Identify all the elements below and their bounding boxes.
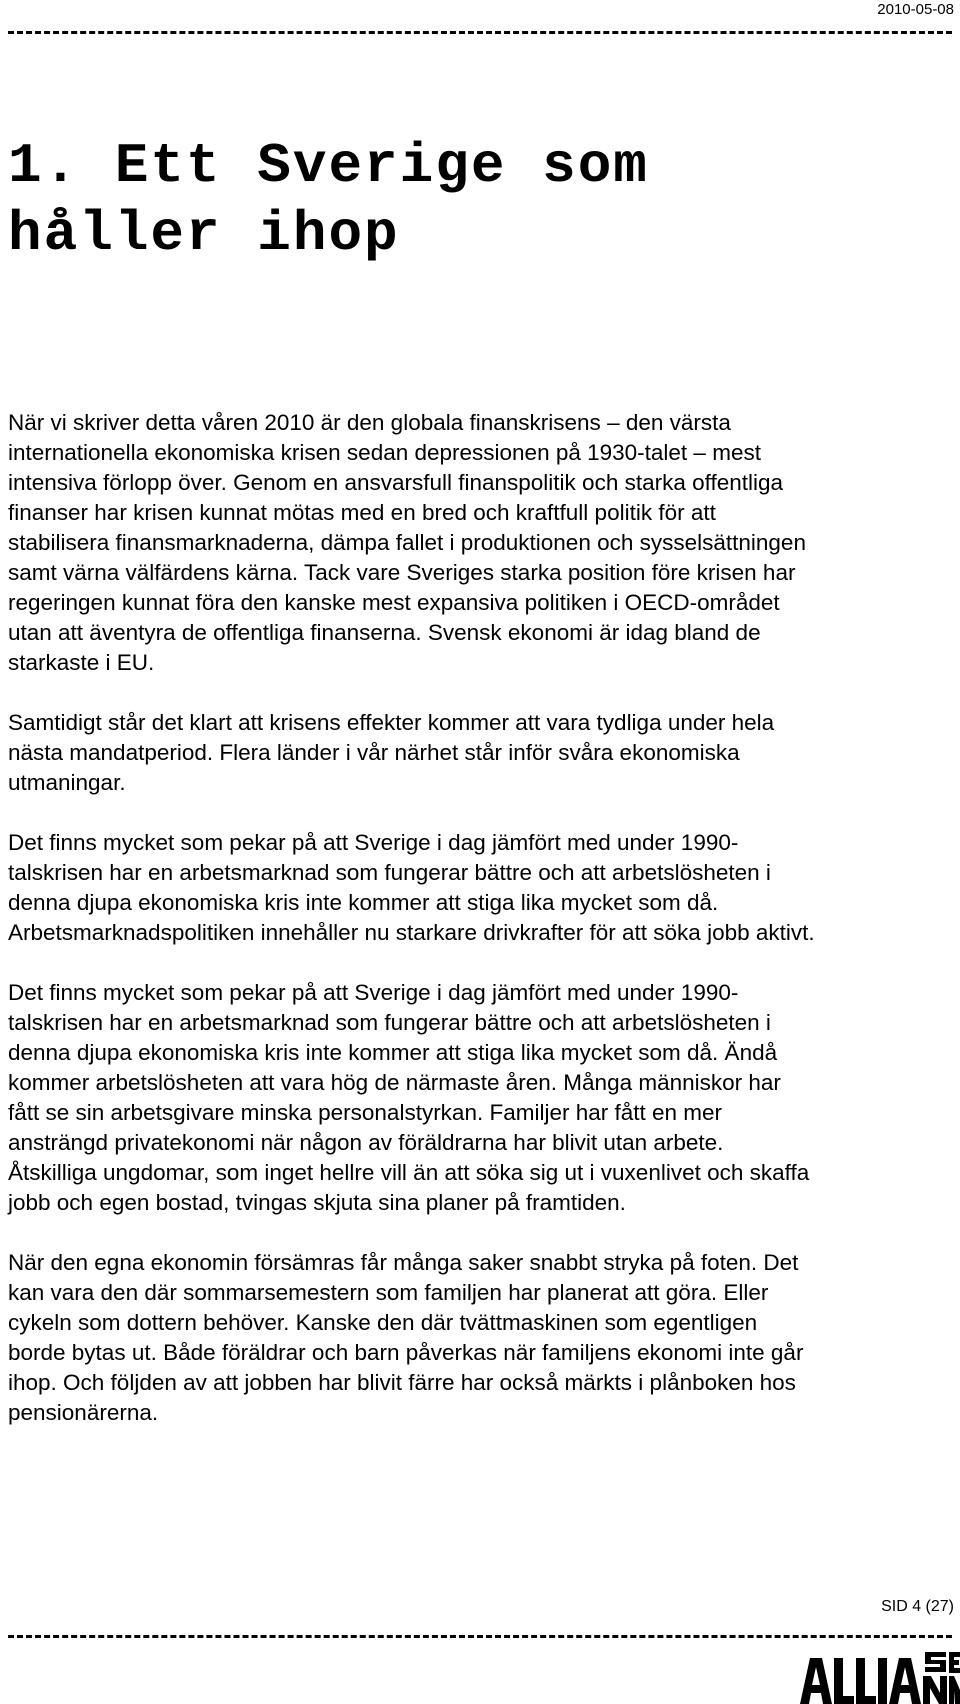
text-line: jobb och egen bostad, tvingas skjuta sina planer på framtiden.	[8, 1190, 626, 1215]
document-date: 2010-05-08	[877, 1, 954, 18]
text-line: starkaste i EU.	[8, 650, 155, 675]
text-line: cykeln som dottern behöver. Kanske den där tvättmaskinen som egentligen	[8, 1310, 758, 1335]
text-line: kan vara den där sommarsemestern som familjen har planerat att göra. Eller	[8, 1280, 769, 1305]
text-line: talskrisen har en arbetsmarknad som fungerar bättre och att arbetslösheten i	[8, 1010, 771, 1035]
paragraph-5	[8, 1248, 958, 1428]
paragraph-1	[8, 408, 958, 678]
text-line: denna djupa ekonomiska kris inte kommer att stiga lika mycket som då. Ändå	[8, 1040, 778, 1065]
text-line: denna djupa ekonomiska kris inte kommer att stiga lika mycket som då.	[8, 890, 719, 915]
text-line: Det finns mycket som pekar på att Sverige i dag jämfört med under 1990-	[8, 980, 739, 1005]
text-line: pensionärerna.	[8, 1400, 159, 1425]
text-line: utan att äventyra de offentliga finanserna. Svensk ekonomi är idag bland de	[8, 620, 761, 645]
text-line: När den egna ekonomin försämras får många saker snabbt stryka på foten. Det	[8, 1250, 799, 1275]
header-divider	[8, 31, 952, 34]
text-line: När vi skriver detta våren 2010 är den globala finanskrisens – den värsta	[8, 410, 731, 435]
text-line: ansträngd privatekonomi när någon av föräldrarna har blivit utan arbete.	[8, 1130, 724, 1155]
text-line: fått se sin arbetsgivare minska personalstyrkan. Familjer har fått en mer	[8, 1100, 723, 1125]
paragraph-4	[8, 978, 958, 1218]
text-line: Åtskilliga ungdomar, som inget hellre vill än att söka sig ut i vuxenlivet och skaffa	[8, 1160, 810, 1185]
document-body	[8, 408, 958, 1458]
text-line: finanser har krisen kunnat mötas med en bred och kraftfull politik för att	[8, 500, 716, 525]
alliansen-logo	[800, 1650, 960, 1704]
paragraph-3	[8, 828, 958, 948]
text-line: Arbetsmarknadspolitiken innehåller nu starkare drivkrafter för att söka jobb aktivt.	[8, 920, 815, 945]
section-title-line: håller ihop	[8, 202, 400, 266]
text-line: Samtidigt står det klart att krisens effekter kommer att vara tydliga under hela	[8, 710, 775, 735]
text-line: Det finns mycket som pekar på att Sverige i dag jämfört med under 1990-	[8, 830, 739, 855]
text-line: ihop. Och följden av att jobben har blivit färre har också märkts i plånboken hos	[8, 1370, 796, 1395]
text-line: talskrisen har en arbetsmarknad som fungerar bättre och att arbetslösheten i	[8, 860, 771, 885]
text-line: regeringen kunnat föra den kanske mest expansiva politiken i OECD-området	[8, 590, 780, 615]
footer-divider	[8, 1635, 952, 1638]
text-line: utmaningar.	[8, 770, 126, 795]
text-line: stabilisera finansmarknaderna, dämpa fallet i produktionen och sysselsättningen	[8, 530, 806, 555]
text-line: internationella ekonomiska krisen sedan depressionen på 1930-talet – mest	[8, 440, 761, 465]
text-line: kommer arbetslösheten att vara hög de närmaste åren. Många människor har	[8, 1070, 781, 1095]
text-line: nästa mandatperiod. Flera länder i vår närhet står inför svåra ekonomiska	[8, 740, 740, 765]
text-line: borde bytas ut. Både föräldrar och barn påverkas när familjens ekonomi inte går	[8, 1340, 804, 1365]
text-line: samt värna välfärdens kärna. Tack vare Sveriges starka position före krisen har	[8, 560, 796, 585]
paragraph-2	[8, 708, 958, 798]
text-line: intensiva förlopp över. Genom en ansvarsfull finanspolitik och starka offentliga	[8, 470, 784, 495]
section-title	[8, 132, 908, 268]
section-title-line: 1. Ett Sverige som	[8, 134, 649, 198]
page-number: SID 4 (27)	[881, 1598, 954, 1615]
